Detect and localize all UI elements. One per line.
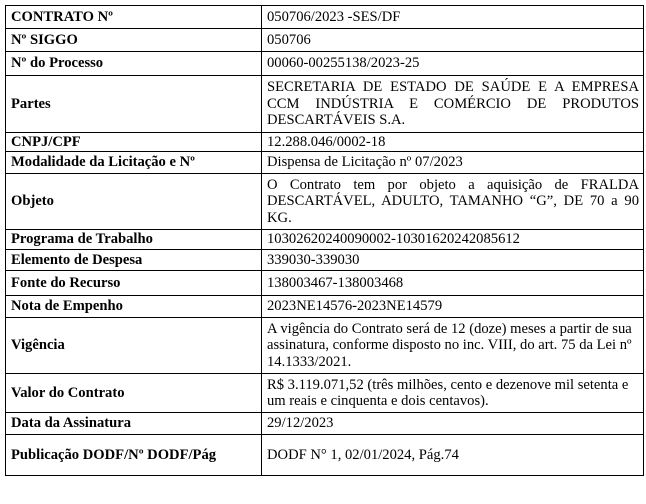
process-number-value: 00060-00255138/2023-25 — [262, 52, 644, 76]
table-row — [6, 250, 644, 271]
parties-label: Partes — [6, 76, 262, 133]
signature-date-label: Data da Assinatura — [6, 413, 262, 435]
parties-value: SECRETARIA DE ESTADO DE SAÚDE E A EMPRESA CCM INDÚSTRIA E COMÉRCIO DE PRODUTOS DESCARTÁVEIS S.A. — [262, 76, 644, 133]
work-program-value: 10302620240090002-10301620242085612 — [262, 230, 644, 250]
table-row — [6, 435, 644, 476]
commitment-note-label: Nota de Empenho — [6, 296, 262, 318]
resource-source-label: Fonte do Recurso — [6, 271, 262, 296]
signature-date-value: 29/12/2023 — [262, 413, 644, 435]
resource-source-value: 138003467-138003468 — [262, 271, 644, 296]
validity-value: A vigência do Contrato será de 12 (doze) meses a partir de sua assinatura, conforme disposto no inc. VIII, do art. 75 da Lei nº 14.1333/2021. — [262, 318, 644, 374]
table-row — [6, 230, 644, 250]
contract-value-amount: R$ 3.119.071,52 (três milhões, cento e dezenove mil setenta e um reais e cinquenta e dois centavos). — [262, 374, 644, 413]
object-label: Objeto — [6, 174, 262, 230]
bidding-modality-value: Dispensa de Licitação nº 07/2023 — [262, 152, 644, 174]
expense-element-label: Elemento de Despesa — [6, 250, 262, 271]
process-number-label: Nº do Processo — [6, 52, 262, 76]
table-row — [6, 133, 644, 152]
bidding-modality-label: Modalidade da Licitação e Nº — [6, 152, 262, 174]
expense-element-value: 339030-339030 — [262, 250, 644, 271]
table-row — [6, 271, 644, 296]
contract-number-label: CONTRATO Nº — [6, 6, 262, 29]
table-row — [6, 152, 644, 174]
table-row — [6, 6, 644, 29]
publication-value: DODF N° 1, 02/01/2024, Pág.74 — [262, 435, 644, 476]
table-row — [6, 296, 644, 318]
table-row — [6, 374, 644, 413]
table-row — [6, 318, 644, 374]
siggo-number-value: 050706 — [262, 29, 644, 52]
table-row — [6, 52, 644, 76]
contract-value-label: Valor do Contrato — [6, 374, 262, 413]
work-program-label: Programa de Trabalho — [6, 230, 262, 250]
table-row — [6, 174, 644, 230]
cnpj-cpf-value: 12.288.046/0002-18 — [262, 133, 644, 152]
object-value: O Contrato tem por objeto a aquisição de FRALDA DESCARTÁVEL, ADULTO, TAMANHO “G”, DE 70 a 90 KG. — [262, 174, 644, 230]
table-row — [6, 76, 644, 133]
siggo-number-label: Nº SIGGO — [6, 29, 262, 52]
publication-label: Publicação DODF/Nº DODF/Pág — [6, 435, 262, 476]
table-row — [6, 29, 644, 52]
contract-number-value: 050706/2023 -SES/DF — [262, 6, 644, 29]
contract-summary-table — [5, 5, 644, 476]
validity-label: Vigência — [6, 318, 262, 374]
cnpj-cpf-label: CNPJ/CPF — [6, 133, 262, 152]
table-row — [6, 413, 644, 435]
commitment-note-value: 2023NE14576-2023NE14579 — [262, 296, 644, 318]
